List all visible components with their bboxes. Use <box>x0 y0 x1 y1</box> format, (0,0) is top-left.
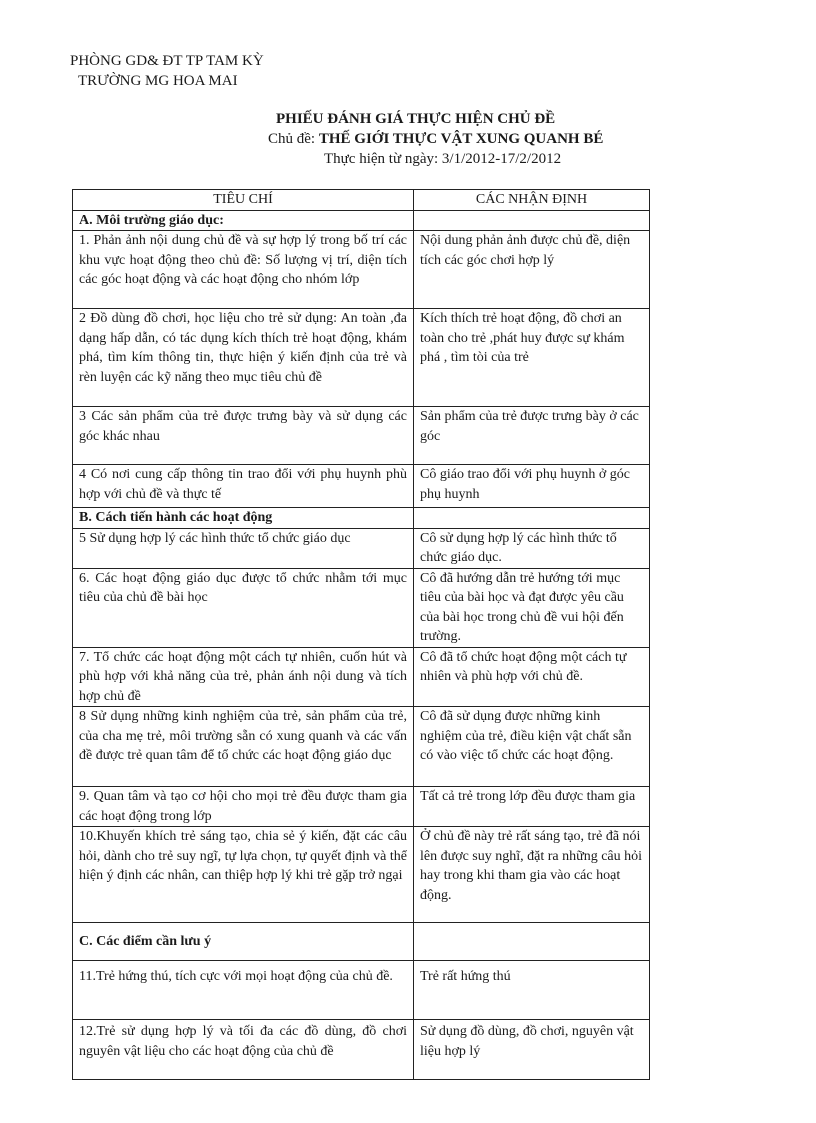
criterion-cell: 9. Quan tâm và tạo cơ hội cho mọi trẻ đều được tham gia các hoạt động trong lớp <box>73 787 414 827</box>
criterion-cell: 6. Các hoạt động giáo dục được tổ chức nhằm tới mục tiêu của chủ đề bài học <box>73 568 414 647</box>
criterion-cell: 7. Tổ chức các hoạt động một cách tự nhiên, cuốn hút và phù hợp với khả năng của trẻ, phản ánh nội dung và tích hợp chủ đề <box>73 647 414 707</box>
assessment-cell: Nội dung phản ảnh được chủ đề, diện tích các góc chơi hợp lý <box>414 231 650 309</box>
empty-cell <box>414 923 650 961</box>
criterion-cell: 5 Sử dụng hợp lý các hình thức tổ chức giáo dục <box>73 528 414 568</box>
criterion-cell: 1. Phản ảnh nội dung chủ đề và sự hợp lý trong bố trí các khu vực hoạt động theo chủ đề: Số lượng vị trí, diện tích các góc hoạt động và các hoạt động cho nhóm lớp <box>73 231 414 309</box>
section-b-label: B. Cách tiến hành các hoạt động <box>73 508 414 529</box>
section-a-label: A. Môi trường giáo dục: <box>73 210 414 231</box>
table-row <box>73 827 650 923</box>
table-row <box>73 707 650 787</box>
assessment-cell: Cô đã sử dụng được những kinh nghiệm của trẻ, điều kiện vật chất sẵn có vào việc tổ chức các hoạt động. <box>414 707 650 787</box>
section-row-b <box>73 508 650 529</box>
section-row-c <box>73 923 650 961</box>
section-c-label: C. Các điểm cần lưu ý <box>73 923 414 961</box>
document-title: PHIẾU ĐÁNH GIÁ THỰC HIỆN CHỦ ĐỀ <box>276 111 556 127</box>
table-row <box>73 647 650 707</box>
table-row <box>73 407 650 465</box>
criterion-cell: 2 Đồ dùng đồ chơi, học liệu cho trẻ sử dụng: An toàn ,đa dạng hấp dẫn, có tác dụng kích thích trẻ hoạt động, khám phá, tìm kím thông tin, thực hiện ý kiến định của trẻ và rèn luyện các kỹ năng theo mục tiêu chủ đề <box>73 309 414 407</box>
section-row-a <box>73 210 650 231</box>
table-row <box>73 465 650 508</box>
empty-cell <box>414 210 650 231</box>
table-row <box>73 568 650 647</box>
assessment-cell: Cô đã tổ chức hoạt động một cách tự nhiên và phù hợp với chủ đề. <box>414 647 650 707</box>
table-row <box>73 1020 650 1080</box>
criterion-cell: 10.Khuyến khích trẻ sáng tạo, chia sẻ ý kiến, đặt các câu hỏi, dành cho trẻ suy ngĩ, tự lựa chọn, tự quyết định và thể hiện ý định các nhân, can thiệp hợp lý khi trẻ gặp trở ngại <box>73 827 414 923</box>
assessment-cell: Ở chủ đề này trẻ rất sáng tạo, trẻ đã nói lên được suy nghĩ, đặt ra những câu hỏi hay trong khi tham gia vào các hoạt động. <box>414 827 650 923</box>
assessment-cell: Cô đã hướng dẫn trẻ hướng tới mục tiêu của bài học và đạt được yêu cầu của bài học trong chủ đề vui hội đến trường. <box>414 568 650 647</box>
criterion-cell: 4 Có nơi cung cấp thông tin trao đổi với phụ huynh phù hợp với chủ đề và thực tế <box>73 465 414 508</box>
table-row <box>73 528 650 568</box>
assessment-cell: Sử dụng đồ dùng, đồ chơi, nguyên vật liệu hợp lý <box>414 1020 650 1080</box>
criterion-cell: 11.Trẻ hứng thú, tích cực với mọi hoạt động của chủ đề. <box>73 961 414 1020</box>
criterion-cell: 8 Sử dụng những kinh nghiệm của trẻ, sản phẩm của trẻ, của cha mẹ trẻ, môi trường sẵn có xung quanh và các vấn đề được trẻ quan tâm để tổ chức các hoạt động giáo dục <box>73 707 414 787</box>
table-header-row <box>73 190 650 211</box>
school-name: TRƯỜNG MG HOA MAI <box>78 73 238 89</box>
assessment-cell: Sản phẩm của trẻ được trưng bày ở các góc <box>414 407 650 465</box>
assessment-cell: Cô giáo trao đổi với phụ huynh ở góc phụ huynh <box>414 465 650 508</box>
criterion-cell: 12.Trẻ sử dụng hợp lý và tối đa các đồ dùng, đồ chơi nguyên vật liệu cho các hoạt động của chủ đề <box>73 1020 414 1080</box>
topic-value: THẾ GIỚI THỰC VẬT XUNG QUANH BÉ <box>318 131 604 147</box>
column-header-criteria: TIÊU CHÍ <box>73 190 414 211</box>
assessment-cell: Kích thích trẻ hoạt động, đồ chơi an toàn cho trẻ ,phát huy được sự khám phá , tìm tòi của trẻ <box>414 309 650 407</box>
table-row <box>73 309 650 407</box>
table-row <box>73 961 650 1020</box>
evaluation-table <box>72 189 650 1080</box>
topic-line <box>268 130 603 148</box>
assessment-cell: Tất cả trẻ trong lớp đều được tham gia <box>414 787 650 827</box>
assessment-cell: Cô sử dụng hợp lý các hình thức tổ chức giáo dục. <box>414 528 650 568</box>
column-header-assessment: CÁC NHẬN ĐỊNH <box>414 190 650 211</box>
org-department: PHÒNG GD& ĐT TP TAM KỲ <box>70 53 264 69</box>
table-row <box>73 231 650 309</box>
topic-label: Chủ đề: <box>268 131 316 147</box>
table-row <box>73 787 650 827</box>
period-line: Thực hiện từ ngày: 3/1/2012-17/2/2012 <box>324 151 562 167</box>
empty-cell <box>414 508 650 529</box>
assessment-cell: Trẻ rất hứng thú <box>414 961 650 1020</box>
criterion-cell: 3 Các sản phẩm của trẻ được trưng bày và sử dụng các góc khác nhau <box>73 407 414 465</box>
